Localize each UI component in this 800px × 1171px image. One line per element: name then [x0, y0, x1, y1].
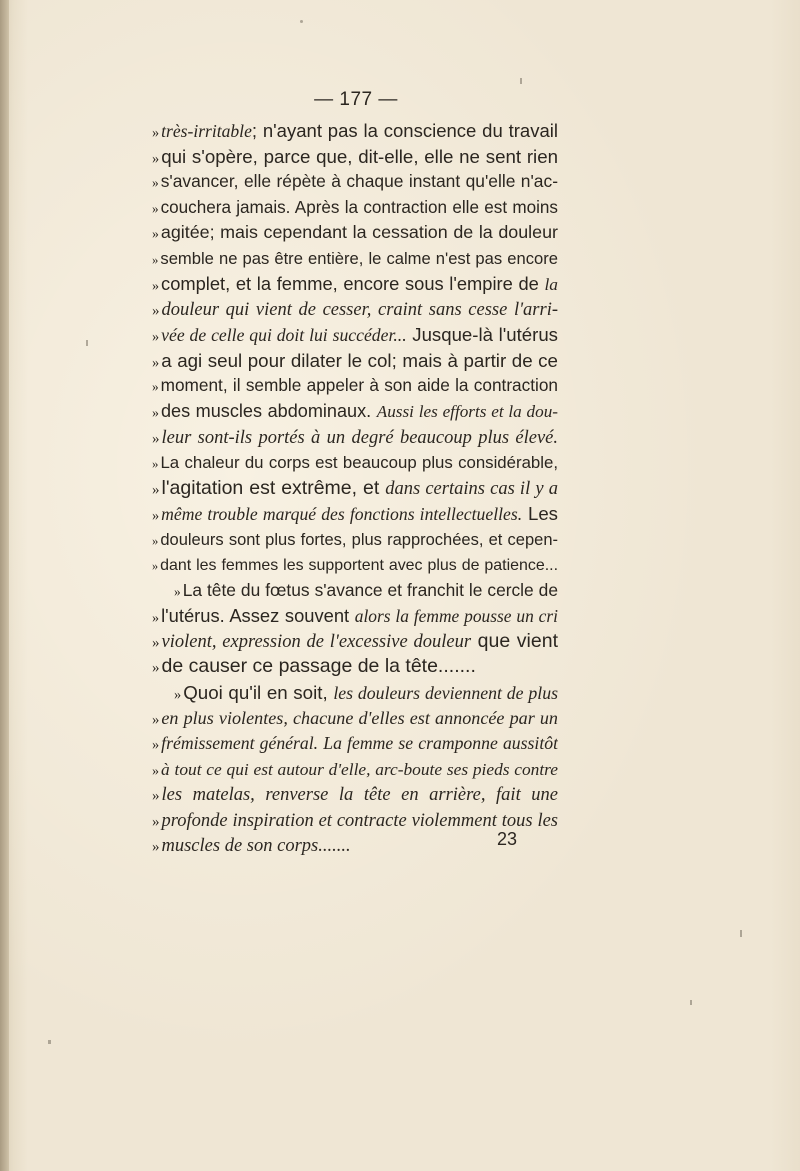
roman-text: qui s'opère, parce que, dit-elle, elle ne sent rien	[161, 145, 558, 167]
roman-text: agitée; mais cependant la cessation de la douleur	[160, 222, 558, 243]
page-number: — 177 —	[314, 89, 398, 110]
italic-text: vée de celle qui doit lui succéder...	[161, 325, 407, 346]
roman-text: douleurs sont plus fortes, plus rapprochées, et cepen-	[160, 530, 558, 549]
quote-mark: »	[152, 839, 160, 856]
quote-mark: »	[152, 150, 160, 167]
italic-text: les matelas, renverse la tête en arrière, fait une	[161, 785, 558, 806]
text-line	[152, 629, 558, 655]
text-line	[152, 476, 558, 502]
text-line	[152, 782, 558, 808]
roman-text: Jusque-là l'utérus	[406, 324, 558, 346]
quote-mark: »	[152, 634, 160, 651]
text-line	[152, 399, 558, 425]
text-line	[152, 118, 558, 144]
roman-text: des muscles abdominaux.	[160, 401, 377, 422]
quote-mark: »	[152, 788, 160, 805]
roman-text: l'agitation est extrême, et	[161, 476, 386, 499]
paper-speck	[48, 1040, 51, 1044]
quote-mark: »	[152, 481, 160, 498]
binding-edge	[0, 0, 9, 1171]
paper-speck	[300, 20, 303, 23]
quote-mark: »	[152, 200, 159, 216]
italic-text: violent, expression de l'excessive douleur	[161, 631, 472, 652]
text-line	[152, 731, 558, 757]
quote-mark: »	[152, 559, 159, 574]
quote-mark: »	[152, 278, 160, 295]
italic-text: alors la femme pousse un cri	[354, 606, 558, 627]
quote-mark: »	[152, 329, 160, 346]
paper-speck	[86, 340, 88, 346]
text-line	[152, 271, 558, 297]
text-line	[152, 144, 558, 170]
text-line	[152, 220, 558, 246]
quote-mark: »	[152, 430, 160, 447]
quote-mark: »	[152, 406, 159, 422]
text-line	[152, 706, 558, 732]
quote-mark: »	[152, 508, 160, 525]
text-line	[152, 195, 558, 221]
italic-text: Aussi les efforts et la dou-	[376, 402, 558, 422]
body-text	[152, 118, 558, 859]
quote-mark: »	[174, 583, 181, 599]
text-line	[152, 373, 558, 399]
roman-text: l'utérus. Assez souvent	[161, 605, 355, 627]
text-line	[152, 297, 558, 323]
italic-text: leur sont-ils portés à un degré beaucoup plus élevé.	[161, 427, 558, 448]
text-line	[152, 246, 558, 272]
quote-mark: »	[152, 226, 159, 242]
roman-text: dant les femmes les supportent avec plus de patience...	[160, 557, 558, 575]
roman-text: s'avancer, elle répète à chaque instant qu'elle n'ac-	[160, 171, 558, 192]
text-line	[152, 680, 558, 706]
signature-mark: 23	[497, 829, 518, 849]
paper-speck	[690, 1000, 692, 1005]
italic-text: douleur qui vient de cesser, craint sans cesse l'arri-	[161, 299, 558, 320]
roman-text: de causer ce passage de la tête.......	[161, 655, 476, 678]
italic-text: profonde inspiration et contracte violemment tous les	[161, 810, 558, 831]
roman-text: couchera jamais. Après la contraction elle est moins	[160, 197, 558, 217]
italic-text: la	[544, 275, 558, 295]
text-line	[152, 450, 558, 476]
quote-mark: »	[152, 456, 159, 472]
roman-text: moment, il semble appeler à son aide la contraction	[160, 375, 558, 396]
quote-mark: »	[152, 175, 159, 191]
quote-mark: »	[152, 379, 159, 395]
italic-text: même trouble marqué des fonctions intellectuelles.	[161, 504, 523, 525]
quote-mark: »	[152, 533, 159, 548]
roman-text: Quoi qu'il en soit,	[183, 682, 334, 704]
quote-mark: »	[152, 813, 160, 830]
quote-mark: »	[152, 610, 160, 627]
quote-mark: »	[152, 302, 160, 319]
roman-text: La chaleur du corps est beaucoup plus considérable,	[160, 453, 558, 473]
quote-mark: »	[152, 252, 159, 267]
text-line	[152, 348, 558, 374]
italic-text: très-irritable	[161, 121, 252, 141]
paper-speck	[740, 930, 742, 937]
text-line	[152, 169, 558, 195]
text-line	[152, 654, 558, 680]
italic-text: les douleurs deviennent de plus	[333, 683, 558, 704]
quote-mark: »	[152, 737, 160, 754]
roman-text: ; n'ayant pas la conscience du travail	[251, 120, 558, 141]
roman-text: a agi seul pour dilater le col; mais à partir de ce	[161, 349, 558, 371]
italic-text: dans certains cas il y a	[385, 478, 558, 499]
italic-text: muscles de son corps.......	[161, 836, 351, 857]
italic-text: en plus violentes, chacune d'elles est annoncée par un	[161, 707, 558, 728]
text-line	[152, 757, 558, 783]
text-line	[152, 425, 558, 451]
italic-text: à tout ce qui est autour d'elle, arc-boute ses pieds contre	[161, 759, 558, 779]
quote-mark: »	[152, 762, 160, 779]
text-line	[152, 578, 558, 604]
paper-speck	[520, 78, 522, 84]
roman-text: semble ne pas être entière, le calme n'est pas encore	[160, 248, 558, 268]
text-line	[152, 603, 558, 629]
text-line	[152, 501, 558, 527]
roman-text: Les	[522, 503, 558, 525]
italic-text: frémissement général. La femme se cramponne aussitôt	[161, 733, 558, 754]
roman-text: complet, et la femme, encore sous l'empire de	[161, 273, 545, 295]
quote-mark: »	[174, 687, 182, 704]
text-line	[152, 527, 558, 553]
quote-mark: »	[152, 125, 160, 141]
roman-text: La tête du fœtus s'avance et franchit le cercle de	[182, 579, 558, 600]
quote-mark: »	[152, 711, 160, 728]
quote-mark: »	[152, 660, 160, 677]
text-line	[152, 552, 558, 578]
roman-text: que vient	[471, 629, 558, 652]
quote-mark: »	[152, 354, 160, 371]
text-line	[152, 322, 558, 348]
